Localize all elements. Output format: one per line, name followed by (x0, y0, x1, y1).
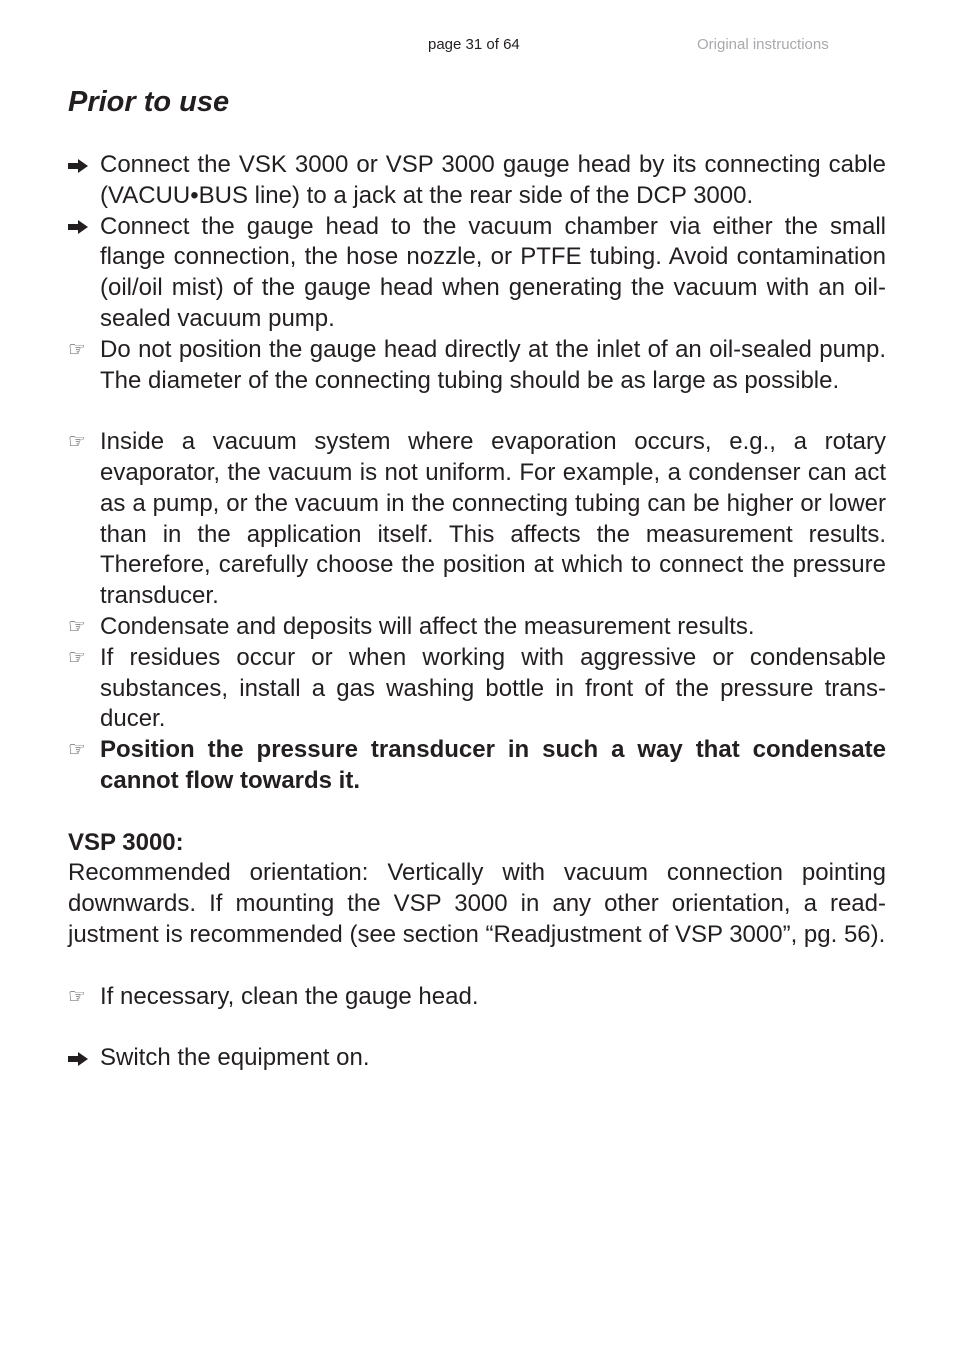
pointing-hand-icon: ☞ (68, 338, 86, 361)
note-text: Do not position the gauge head directly at the inlet of an oil-sealed pump. The diameter of the connecting tubing should be as large as possible. (100, 335, 886, 394)
note-item (68, 427, 886, 612)
note-text: If necessary, clean the gauge head. (100, 982, 479, 1010)
pointing-hand-icon: ☞ (68, 739, 86, 762)
pointing-hand-icon: ☞ (68, 431, 86, 454)
pointing-hand-icon: ☞ (68, 985, 86, 1008)
note-text: Position the pressure transducer in such a way that condensate cannot flow towards it. (100, 736, 886, 794)
instruction-item (68, 1043, 886, 1074)
note-item (68, 612, 886, 643)
note-item (68, 982, 886, 1013)
note-text: If residues occur or when working with aggressive or condensable substances, install a gas washing bottle in front of the pressure transducer. (100, 643, 886, 733)
spacer (68, 1012, 886, 1043)
arrow-icon (68, 212, 96, 243)
instruction-item (68, 150, 886, 212)
note-item-bold (68, 735, 886, 797)
spacer (68, 797, 886, 828)
note-item (68, 335, 886, 397)
instruction-text: Connect the gauge head to the vacuum chamber via either the small flange connection, the hose nozzle, or PTFE tubing. Avoid contamination (oil/oil mist) of the gauge head when generating the vacuum with an oil-sealed vacuum pump. (100, 212, 886, 332)
instruction-item (68, 212, 886, 335)
pointing-hand-icon: ☞ (68, 615, 86, 638)
instruction-text: Connect the VSK 3000 or VSP 3000 gauge head by its connecting cable (VACUU•BUS line) to a jack at the rear side of the DCP 3000. (100, 151, 886, 209)
vsp-heading: VSP 3000: (68, 828, 184, 856)
document-label: Original instructions (697, 36, 829, 53)
page-number: page 31 of 64 (428, 36, 520, 53)
spacer (68, 951, 886, 982)
note-text: Inside a vacuum system where evaporation occurs, e.g., a rotary evaporator, the vacuum is not uniform. For example, a condenser can act as a pump, or the vacuum in the connecting tubing can be higher or lower than in the application itself. This affects the measurement results. Therefore, carefully choose the position at which to connect the pressure transducer. (100, 428, 886, 610)
vsp-paragraph: Recommended orientation: Vertically with vacuum connection pointing downwards. If mounting the VSP 3000 in any other orientation, a readjustment is recommended (see section “Readjustment of VSP 3000”, pg. 56). (68, 859, 886, 948)
spacer (68, 396, 886, 427)
note-text: Condensate and deposits will affect the measurement results. (100, 612, 755, 640)
pointing-hand-icon: ☞ (68, 646, 86, 669)
section-title: Prior to use (68, 86, 230, 118)
arrow-icon (68, 1043, 96, 1074)
arrow-icon (68, 150, 96, 181)
content-body (68, 150, 886, 1074)
instruction-text: Switch the equipment on. (100, 1044, 370, 1072)
note-item (68, 643, 886, 735)
